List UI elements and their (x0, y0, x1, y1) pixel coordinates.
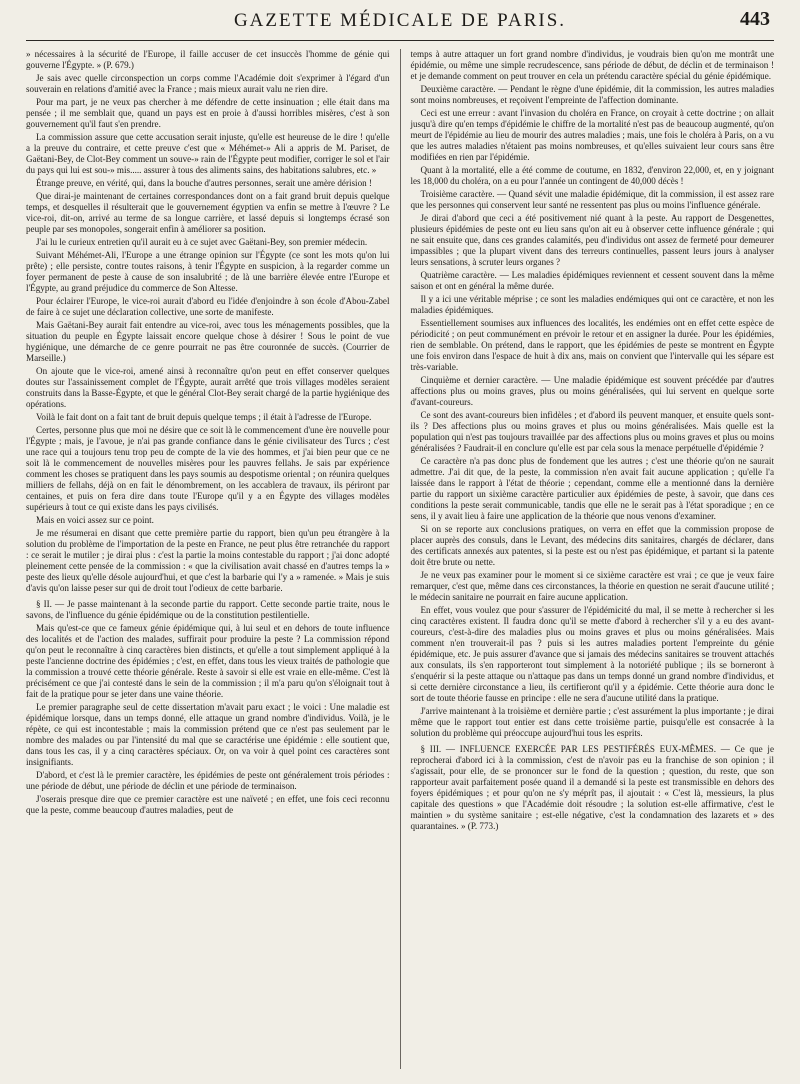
text-columns (26, 49, 774, 1069)
paragraph: Essentiellement soumises aux influences des localités, les endémies ont en effet cette espèce de périodicité ; on peut communément en prévoir le retour et en assigner la durée. Pour les épidémies, rien de semblable. On prétend, dans le rapport, que les épidémies de peste se montrent en Égypte une fois environ dans l'espace de huit à dix ans, mais on convient que l'intervalle qui les sépare est très-variable. (410, 318, 774, 372)
paragraph: temps à autre attaquer un fort grand nombre d'individus, je voudrais bien qu'on me montrât une épidémie, ou même une simple recrudescence, sans période de début, de déclin et de terminaison ! et je demande comment on peut trouver en cela un prétendu caractère spécial du génie épidémique. (410, 49, 774, 81)
paragraph: Le premier paragraphe seul de cette dissertation m'avait paru exact ; le voici : Une maladie est épidémique lorsque, dans un temps donné, elle attaque un grand nombre d'individus. Voilà, je le répète, ce qui est incontestable ; mais la commission prétend que ce n'est pas seulement par le nombre des malades ou par l'intensité du mal que se caractérise une épidémie : elle soutient que, dans tous les cas, il y a cinq caractères spéciaux. Or, on va voir à quel point ces caractères sont insignifiants. (26, 702, 390, 767)
paragraph: En effet, vous voulez que pour s'assurer de l'épidémicité du mal, il se mette à rechercher si les cinq caractères existent. Il faudra donc qu'il se mette d'abord à rechercher s'il y a eu des avant-coureurs, c'est-à-dire des maladies plus ou moins graves et plus ou moins généralisées. Mais comment n'en trouverait-il pas ? puis si les autres maladies portent l'empreinte du génie épidémique, etc. Je puis assurer d'avance que si jamais des médecins sanitaires se trouvent attachés aux consulats, ils s'en rapporteront tout simplement à la notoriété publique ; ils se borneront à s'enquérir si la peste attaque ou n'attaque pas dans un temps donné un grand nombre d'individus, et si cette dernière circonstance a lieu, ils certifieront qu'il y a épidémie. Cette théorie aura donc le sort de toute théorie fausse en principe : elle ne sera d'aucune utilité dans la pratique. (410, 605, 774, 703)
paragraph: Ce caractère n'a pas donc plus de fondement que les autres ; c'est une théorie qu'on ne saurait admettre. J'ai dit que, de la peste, la commission n'en avait fait aucune application ; qu'elle l'a laissée dans le rapport à l'état de théorie ; cependant, comme elle a mentionné dans la dernière partie du rapport un sixième caractère particulier aux épidémies de peste, à savoir, que dans ces conditions la peste serait communicable, tandis que elle ne le serait pas à l'état sporadique ; en ce sens, il y avait lieu à faire une application de la théorie que nous venons d'examiner. (410, 456, 774, 521)
paragraph: Ceci est une erreur : avant l'invasion du choléra en France, on croyait à cette doctrine ; on allait jusqu'à dire qu'en temps d'épidémie le chiffre de la mortalité n'est pas de beaucoup augmenté, qu'on meurt de l'épidémie au lieu de mourir des autres maladies ; mais, une fois le choléra à Paris, on a vu que les autres maladies n'étaient pas moins nombreuses, et qu'elles suivaient leur cours sans être modifiées en rien par l'épidémie. (410, 108, 774, 162)
paragraph: Quant à la mortalité, elle a été comme de coutume, en 1832, d'environ 22,000, et, en y joignant les 18,000 du choléra, on a eu pour l'année un contingent de 40,000 décès ! (410, 165, 774, 186)
paragraph: Je dirai d'abord que ceci a été positivement nié quant à la peste. Au rapport de Desgenettes, plusieurs épidémies de peste ont eu lieu sans qu'on ait eu à observer cette influence générale ; qui ne sait ensuite que, dans ces grandes calamités, peu d'individus ont assez de fermeté pour demeurer impassibles ; que la plupart vivent dans des terreurs continuelles, passent leurs jours à analyser leurs sensations, à scruter leurs organes ? (410, 213, 774, 267)
paragraph: Je me résumerai en disant que cette première partie du rapport, bien qu'un peu étrangère à la solution du problème de l'importation de la peste en France, ne peut plus être retranchée du rapport : ce serait le mutiler ; je dirai plus : c'est la partie la moins contestable du rapport ; j'ai donc adopté pleinement cette pensée de la commission : « que la civilisation avait chassé en d'autres temps la » peste des lieux qu'elle désole aujourd'hui, et que c'est la barbarie qui l'y a » ramenée. » Mais je suis d'avis qu'on laisse peser sur qui de droit tout l'odieux de cette barbarie. (26, 528, 390, 593)
paragraph: J'ai lu le curieux entretien qu'il aurait eu à ce sujet avec Gaëtani-Bey, son premier médecin. (36, 237, 368, 247)
paragraph: Mais en voici assez sur ce point. (36, 515, 154, 525)
paragraph: Je ne veux pas examiner pour le moment si ce sixième caractère est vrai ; ce que je veux faire remarquer, c'est que, même dans ces circonstances, la théorie en question ne serait d'aucune utilité ; le médecin sanitaire ne pourrait en faire aucune application. (410, 570, 774, 602)
left-column (26, 49, 390, 1069)
paragraph: On ajoute que le vice-roi, amené ainsi à reconnaître qu'on peut en effet conserver quelques doutes sur l'assainissement complet de l'Égypte, aurait arrêté que trois villages modèles seraient construits dans la Basse-Égypte, et que le général Clot-Bey serait chargé de la partie hygiénique des opérations. (26, 366, 390, 409)
paragraph: » nécessaires à la sécurité de l'Europe, il faille accuser de cet insuccès l'homme de génie qui gouverne l'Égypte. » (P. 679.) (26, 49, 390, 70)
paragraph: J'arrive maintenant à la troisième et dernière partie ; c'est assurément la plus importante ; je dirai même que le rapport tout entier est dans cette troisième partie, puisqu'elle est consacrée à la solution du problème qui préoccupe aujourd'hui tous les esprits. (410, 706, 774, 738)
paragraph: Troisième caractère. — Quand sévit une maladie épidémique, dit la commission, il est assez rare que les personnes qui conservent leur santé ne ressentent pas plus ou moins l'influence générale. (410, 189, 774, 210)
paragraph: D'abord, et c'est là le premier caractère, les épidémies de peste ont généralement trois périodes : une période de début, une période de déclin et une période de terminaison. (26, 770, 390, 791)
paragraph: Suivant Méhémet-Ali, l'Europe a une étrange opinion sur l'Égypte (ce sont les mots qu'on lui prête) ; elle persiste, contre toutes raisons, à tenir l'Égypte en suspicion, à la regarder comme un foyer permanent de peste à cause de son insalubrité ; de là une barrière élevée entre l'Europe et l'Égypte, au grand préjudice du commerce de Son Altesse. (26, 250, 390, 293)
paragraph: Ce sont des avant-coureurs bien infidèles ; et d'abord ils peuvent manquer, et ensuite quels sont-ils ? Des affections plus ou moins graves et plus ou moins généralisées. Mais quelle est la population qui n'est pas toujours travaillée par des affections plus ou moins graves et plus ou moins généralisées ? Faudrait-il en conclure qu'elle est par cela sous la menace perpétuelle d'épidémie ? (410, 410, 774, 453)
page-number: 443 (740, 8, 770, 30)
paragraph: J'oserais presque dire que ce premier caractère est une naïveté ; en effet, une fois ceci reconnu que la peste, comme beaucoup d'autres maladies, peut de (26, 794, 390, 815)
column-divider (400, 49, 401, 1069)
paragraph: Que dirai-je maintenant de certaines correspondances dont on a fait grand bruit depuis quelque temps, et desquelles il résulterait que le gouvernement égyptien va enfin se mettre à l'œuvre ? Le vice-roi, dit-on, arrivé au terme de sa longue carrière, et lassé depuis si longtemps écrasé son peuple par ses monopoles, songerait enfin à améliorer sa position. (26, 191, 390, 234)
journal-title: GAZETTE MÉDICALE DE PARIS. (233, 10, 567, 31)
paragraph: Cinquième et dernier caractère. — Une maladie épidémique est souvent précédée par d'autres affections plus ou moins graves, plus ou moins généralisées, qui lui servent en quelque sorte d'avant-coureurs. (410, 375, 774, 407)
paragraph: Voilà le fait dont on a fait tant de bruit depuis quelque temps ; il était à l'adresse de l'Europe. (36, 412, 372, 422)
right-column (410, 49, 774, 1069)
paragraph: § II. — Je passe maintenant à la seconde partie du rapport. Cette seconde partie traite, nous le savons, de l'influence du génie épidémique ou de la constitution pestilentielle. (26, 599, 390, 620)
paragraph: Pour éclairer l'Europe, le vice-roi aurait d'abord eu l'idée d'enjoindre à son école d'Abou-Zabel de faire à ce sujet une déclaration collective, une sorte de manifeste. (26, 296, 390, 317)
paragraph: La commission assure que cette accusation serait injuste, qu'elle est heureuse de le dire ! qu'elle a la preuve du contraire, et cette preuve c'est que « Méhémet-» Ali a appris de M. Pariset, de Gaëtani-Bey, de Clot-Bey comment un souve-» rain de l'Égypte peut modifier, corriger le sol et l'air du pays qui lui est sou-» mis..... assurer à tous des aliments sains, des habitations salubres, etc. » (26, 132, 390, 175)
paragraph: Deuxième caractère. — Pendant le règne d'une épidémie, dit la commission, les autres maladies sont moins nombreuses, et reçoivent l'empreinte de l'affection dominante. (410, 84, 774, 105)
paragraph: Quatrième caractère. — Les maladies épidémiques reviennent et cessent souvent dans la même saison et ont en général la même durée. (410, 270, 774, 291)
paragraph: Je sais avec quelle circonspection un corps comme l'Académie doit s'exprimer à l'égard d'un souverain en relations d'amitié avec la France ; mais mieux aurait valu ne rien dire. (26, 73, 390, 94)
paragraph: § III. — INFLUENCE EXERCÉE PAR LES PESTIFÉRÉS EUX-MÊMES. — Ce que je reprocherai d'abord ici à la commission, c'est de n'avoir pas eu la franchise de son opinion ; il s'agissait, pour elle, de se prononcer sur le fond de la question ; question, du reste, que son rapporteur avait parfaitement posée quand il a demandé si la peste est transmissible en dehors des foyers épidémiques ; et pour qu'on ne s'y méprît pas, il ajoutait : « C'est là, messieurs, la plus capitale des questions » que l'Académie doit résoudre ; la solution est-elle affirmative, c'est le maintien » du système sanitaire ; est-elle négative, c'est la condamnation des lazarets et » des quarantaines. » (P. 773.) (410, 744, 774, 831)
paragraph: Certes, personne plus que moi ne désire que ce soit là le commencement d'une ère nouvelle pour l'Égypte ; mais, je l'avoue, je n'ai pas grande confiance dans le génie civilisateur des Turcs ; c'est une race qui a toujours tenu trop peu de compte de la vie des hommes, et j'ai bien peur que ce ne soit là le commencement de nouvelles misères pour les pauvres fellahs. Je sais par expérience comment les choses se pratiquent dans les pays soumis au despotisme oriental ; on réunira quelques milliers de fellahs, déjà on en fait le dénombrement, on les accablera de travaux, ils périront par centaines, et puis on fera dire dans toute l'Europe qu'il y a en Égypte des villages modèles supérieurs à tout ce qui existe dans les pays civilisés. (26, 425, 390, 512)
paragraph: Pour ma part, je ne veux pas chercher à me défendre de cette insinuation ; elle était dans ma pensée ; il me semblait que, quand un pays est en proie à d'aussi horribles misères, c'est à son gouvernement qu'il faut s'en prendre. (26, 97, 390, 129)
page-header (26, 6, 774, 41)
paragraph: Étrange preuve, en vérité, qui, dans la bouche d'autres personnes, serait une amère dérision ! (36, 178, 372, 188)
paragraph: Mais qu'est-ce que ce fameux génie épidémique qui, à lui seul et en dehors de toute influence des localités et de l'action des malades, suffirait pour produire la peste ? La commission répond qu'on peut le reconnaître à cinq caractères bien distincts, et qu'elle a tout simplement appliqué à la peste l'ancienne doctrine des épidémies ; c'est, en effet, dans tous les vieux traités de pathologie que la commission a trouvé cette théorie générale. Reste à savoir si elle est vraie en elle-même. C'est là précisément ce que j'ai contesté dans le sein de la commission ; il m'a paru qu'on s'éloignait tout à fait de la pratique pour se jeter dans une vaine théorie. (26, 623, 390, 699)
paragraph: Mais Gaëtani-Bey aurait fait entendre au vice-roi, avec tous les ménagements possibles, que la situation du peuple en Égypte laissait encore quelque chose à désirer ! Sous le point de vue hygiénique, une démarche de ce genre pourrait ne pas être couronnée de succès. (Courrier de Marseille.) (26, 320, 390, 363)
paragraph: Il y a ici une véritable méprise ; ce sont les maladies endémiques qui ont ce caractère, et non les maladies épidémiques. (410, 294, 774, 315)
paragraph: Si on se reporte aux conclusions pratiques, on verra en effet que la commission propose de placer auprès des consuls, dans le Levant, des médecins dits sanitaires, chargés de déclarer, dans des certificats annexés aux patentes, si la peste est ou n'est pas épidémique, et partant si la patente doit être brute ou nette. (410, 524, 774, 567)
